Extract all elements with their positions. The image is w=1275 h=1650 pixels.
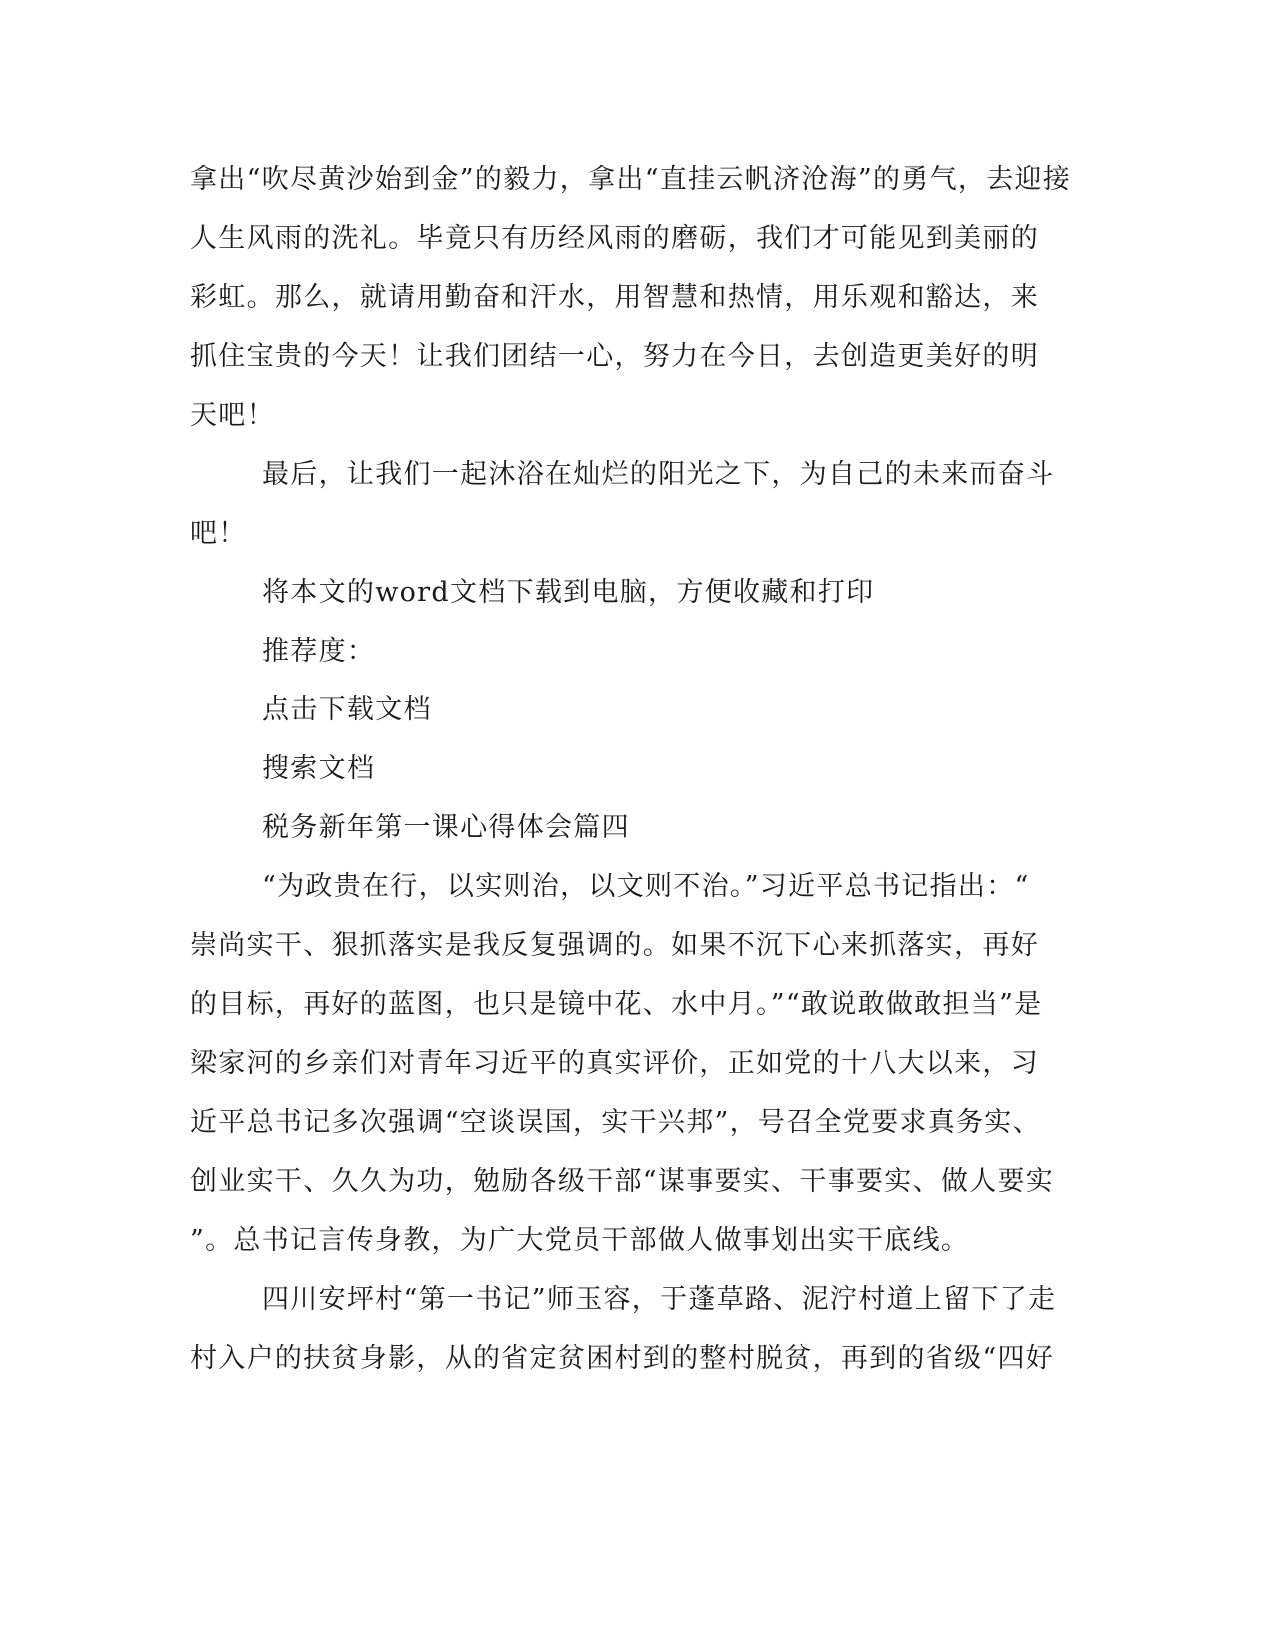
paragraph-3-line-5: 近平总书记多次强调“空谈误国，实干兴邦”，号召全党要求真务实、 (190, 1107, 1041, 1138)
paragraph-3-line-6: 创业实干、久久为功，勉励各级干部“谋事要实、干事要实、做人要实 (190, 1166, 1055, 1197)
paragraph-3-line-1: “为政贵在行，以实则治，以文则不治。”习近平总书记指出：“ (262, 871, 1030, 902)
paragraph-3-line-7: ”。总书记言传身教，为广大党员干部做人做事划出实干底线。 (190, 1225, 970, 1256)
download-note: 将本文的word文档下载到电脑，方便收藏和打印 (262, 577, 875, 608)
paragraph-1-line-5: 天吧！ (190, 400, 275, 431)
paragraph-2-line-1: 最后，让我们一起沐浴在灿烂的阳光之下，为自己的未来而奋斗 (262, 459, 1055, 490)
paragraph-1-line-1: 拿出“吹尽黄沙始到金”的毅力，拿出“直挂云帆济沧海”的勇气，去迎接 (190, 164, 1072, 195)
download-link[interactable]: 点击下载文档 (262, 694, 432, 725)
paragraph-1-line-2: 人生风雨的洗礼。毕竟只有历经风雨的磨砺，我们才可能见到美丽的 (190, 223, 1039, 254)
paragraph-3-line-2: 崇尚实干、狠抓落实是我反复强调的。如果不沉下心来抓落实，再好 (190, 930, 1039, 961)
search-link[interactable]: 搜索文档 (262, 753, 376, 784)
paragraph-1-line-4: 抓住宝贵的今天！让我们团结一心，努力在今日，去创造更美好的明 (190, 341, 1039, 372)
paragraph-1-line-3: 彩虹。那么，就请用勤奋和汗水，用智慧和热情，用乐观和豁达，来 (190, 282, 1039, 313)
paragraph-4-line-2: 村入户的扶贫身影，从的省定贫困村到的整村脱贫，再到的省级“四好 (190, 1343, 1055, 1374)
paragraph-3-line-3: 的目标，再好的蓝图，也只是镜中花、水中月。”“敢说敢做敢担当”是 (190, 989, 1043, 1020)
recommend-label: 推荐度： (262, 636, 376, 667)
paragraph-2-line-2: 吧！ (190, 518, 247, 549)
section-title: 税务新年第一课心得体会篇四 (262, 812, 630, 843)
paragraph-3-line-4: 梁家河的乡亲们对青年习近平的真实评价，正如党的十八大以来，习 (190, 1048, 1039, 1079)
paragraph-4-line-1: 四川安坪村“第一书记”师玉容，于蓬草路、泥泞村道上留下了走 (262, 1284, 1057, 1315)
